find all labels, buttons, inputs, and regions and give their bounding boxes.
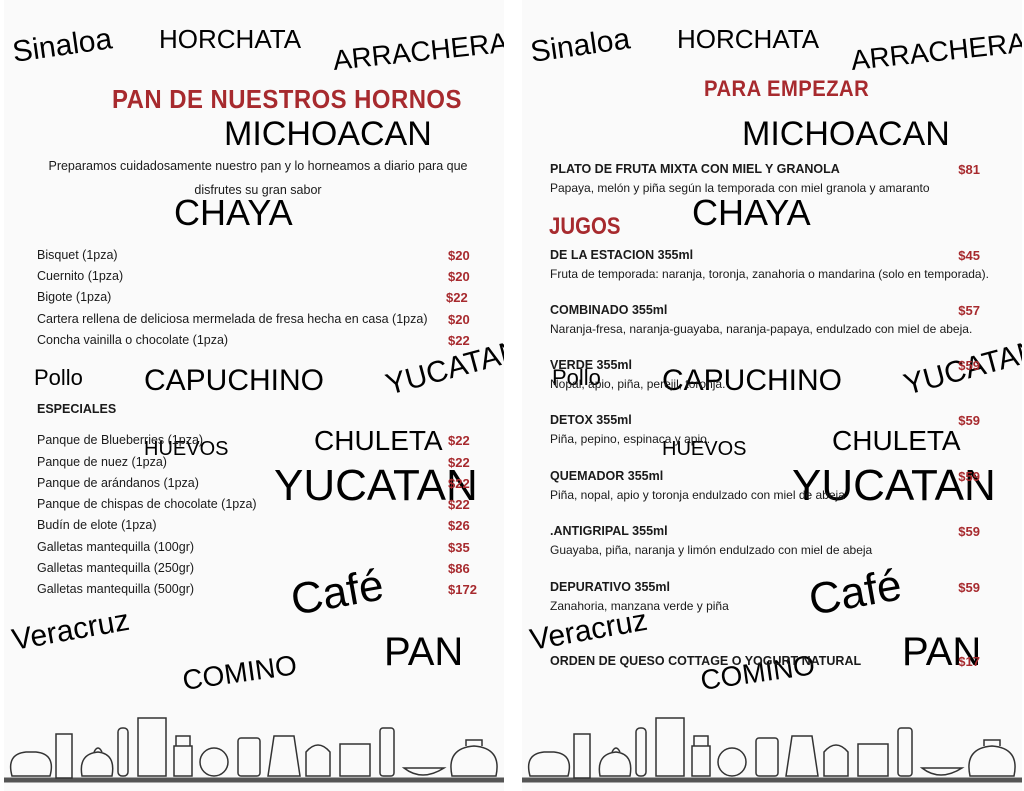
item-description: Zanahoria, manzana verde y piña (550, 599, 729, 613)
item-price: $20 (448, 269, 470, 284)
item-price: $22 (448, 433, 470, 448)
item-name: Galletas mantequilla (250gr) (37, 561, 195, 575)
item-price: $20 (448, 312, 470, 327)
item-name: Galletas mantequilla (500gr) (37, 582, 195, 596)
item-name: ORDEN DE QUESO COTTAGE O YOGURT NATURAL (550, 654, 862, 668)
item-price: $59 (958, 358, 980, 373)
item-name: Cartera rellena de deliciosa mermelada de fresa hecha en casa (1pza) (37, 312, 428, 326)
item-price: $22 (448, 476, 470, 491)
item-description: Guayaba, piña, naranja y limón endulzado con miel de abeja (550, 543, 873, 557)
page-title-para-empezar: PARA EMPEZAR (704, 76, 870, 101)
item-price: $35 (448, 540, 470, 555)
menu-item-jugo (550, 303, 990, 336)
item-name: VERDE 355ml (550, 358, 632, 372)
item-name: Panque de nuez (1pza) (37, 455, 167, 469)
item-description: Naranja-fresa, naranja-guayaba, naranja-papaya, endulzado con miel de abeja. (550, 322, 973, 336)
item-price: $59 (958, 524, 980, 539)
kitchen-illustration-footer (522, 700, 1022, 791)
item-name: Galletas mantequilla (100gr) (37, 540, 195, 554)
left-menu-page (4, 0, 504, 791)
item-price: $20 (448, 248, 470, 263)
menu-item-queso-yogurt (550, 654, 990, 668)
menu-item-jugo (550, 413, 990, 446)
menu-item-jugo (550, 469, 990, 502)
item-name: Panque de chispas de chocolate (1pza) (37, 497, 257, 511)
item-name: Bisquet (1pza) (37, 248, 118, 262)
item-price: $86 (448, 561, 470, 576)
item-name: Budín de elote (1pza) (37, 518, 157, 532)
item-price: $59 (958, 580, 980, 595)
item-name: Cuernito (1pza) (37, 269, 124, 283)
section-label-jugos: JUGOS (549, 213, 621, 240)
item-description: Nopal, apio, piña, perejil, toronja. (550, 377, 726, 391)
item-price: $59 (958, 469, 980, 484)
item-name: .ANTIGRIPAL 355ml (550, 524, 668, 538)
item-price: $22 (446, 290, 468, 305)
item-price: $57 (958, 303, 980, 318)
menu-item-plato-fruta (550, 162, 990, 195)
item-price: $22 (448, 333, 470, 348)
item-description: Piña, nopal, apio y toronja endulzado con miel de abeja (550, 488, 845, 502)
section-label-especiales: ESPECIALES (37, 402, 117, 416)
menu-item-jugo (550, 248, 990, 281)
item-name: QUEMADOR 355ml (550, 469, 664, 483)
kitchen-illustration-footer (4, 700, 504, 791)
menu-item-jugo (550, 524, 990, 557)
right-menu-page (522, 0, 1022, 791)
item-description: Fruta de temporada: naranja, toronja, zanahoria o mandarina (solo en temporada). (550, 267, 989, 281)
item-description: Papaya, melón y piña según la temporada con miel granola y amaranto (550, 181, 930, 195)
item-price: $17 (958, 654, 980, 669)
item-name: Bigote (1pza) (37, 290, 112, 304)
item-name: Panque de arándanos (1pza) (37, 476, 199, 490)
menu-item-jugo (550, 358, 990, 391)
menu-item-jugo (550, 580, 990, 613)
item-description: Piña, pepino, espinaca y apio. (550, 432, 711, 446)
item-name: COMBINADO 355ml (550, 303, 668, 317)
item-name: PLATO DE FRUTA MIXTA CON MIEL Y GRANOLA (550, 162, 840, 176)
page-title-pan: PAN DE NUESTROS HORNOS (112, 84, 462, 114)
item-price: $22 (448, 497, 470, 512)
intro-text: Preparamos cuidadosamente nuestro pan y lo horneamos a diario para que disfrutes su gran sabor (48, 159, 468, 197)
item-price: $172 (448, 582, 477, 597)
item-price: $59 (958, 413, 980, 428)
item-price: $45 (958, 248, 980, 263)
item-name: Concha vainilla o chocolate (1pza) (37, 333, 229, 347)
item-price: $81 (958, 162, 980, 177)
item-price: $26 (448, 518, 470, 533)
item-name: DETOX 355ml (550, 413, 632, 427)
item-name: Panque de Blueberries (1pza) (37, 433, 204, 447)
item-name: DE LA ESTACION 355ml (550, 248, 694, 262)
item-price: $22 (448, 455, 470, 470)
item-name: DEPURATIVO 355ml (550, 580, 670, 594)
